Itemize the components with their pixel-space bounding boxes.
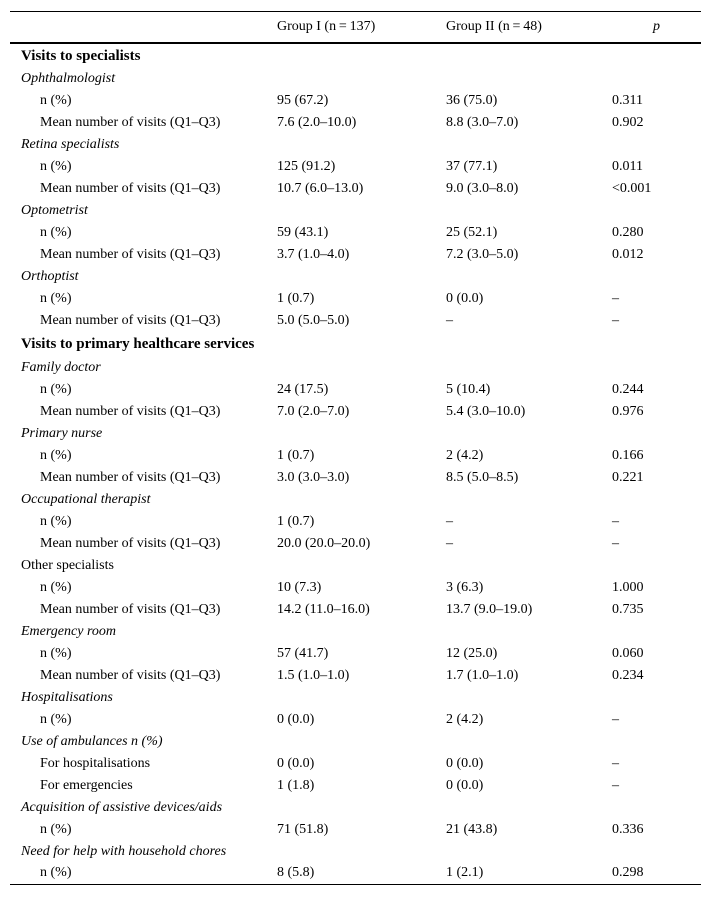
category-label-text: Need for help with household chores <box>21 843 227 859</box>
category-row <box>10 687 701 709</box>
group1-value: 125 (91.2) <box>277 158 336 174</box>
category-label <box>10 797 701 819</box>
p-value: 0.012 <box>612 246 644 262</box>
table-row <box>10 599 701 621</box>
table-row <box>10 753 701 775</box>
p-value: – <box>612 290 619 306</box>
row-label: n (%) <box>40 447 72 463</box>
table-row <box>10 288 701 310</box>
group2-value: 25 (52.1) <box>446 224 498 240</box>
table-row <box>10 775 701 797</box>
header-p: p <box>653 18 660 34</box>
table-row <box>10 222 701 244</box>
category-row <box>10 68 701 90</box>
table-row <box>10 819 701 841</box>
group2-value: 2 (4.2) <box>446 447 484 463</box>
category-label <box>10 731 701 753</box>
row-label: n (%) <box>40 224 72 240</box>
category-row <box>10 841 701 863</box>
row-label: Mean number of visits (Q1–Q3) <box>40 114 221 130</box>
category-label <box>10 266 701 288</box>
group2-value: 0 (0.0) <box>446 755 484 771</box>
table-row <box>10 401 701 423</box>
table-row <box>10 310 701 332</box>
group2-value: 13.7 (9.0–19.0) <box>446 601 533 617</box>
row-label: Mean number of visits (Q1–Q3) <box>40 601 221 617</box>
category-label <box>10 200 701 222</box>
row-label: n (%) <box>40 290 72 306</box>
section-row <box>10 332 701 357</box>
p-value: <0.001 <box>612 180 652 196</box>
group1-value: 3.7 (1.0–4.0) <box>277 246 350 262</box>
row-label: Mean number of visits (Q1–Q3) <box>40 246 221 262</box>
group1-value: 1.5 (1.0–1.0) <box>277 667 350 683</box>
group2-value: 1.7 (1.0–1.0) <box>446 667 519 683</box>
p-value: 0.011 <box>612 158 643 174</box>
group2-value: 5.4 (3.0–10.0) <box>446 403 526 419</box>
p-value: – <box>612 535 619 551</box>
category-row <box>10 797 701 819</box>
group2-value: 0 (0.0) <box>446 290 484 306</box>
category-label-text: Emergency room <box>21 623 116 639</box>
group1-value: 10 (7.3) <box>277 579 322 595</box>
group2-value: – <box>446 312 453 328</box>
group1-value: 1 (0.7) <box>277 513 315 529</box>
table-row <box>10 156 701 178</box>
section-heading: Visits to primary healthcare services <box>21 336 255 352</box>
table-header <box>10 12 701 43</box>
p-value: 0.234 <box>612 667 644 683</box>
category-label <box>10 423 701 445</box>
results-table <box>10 11 701 885</box>
category-label-text: Occupational therapist <box>21 491 151 507</box>
group1-value: 8 (5.8) <box>277 865 315 881</box>
group2-value: 21 (43.8) <box>446 821 498 837</box>
group1-value: 0 (0.0) <box>277 755 315 771</box>
row-label: n (%) <box>40 92 72 108</box>
category-label <box>10 555 701 577</box>
p-value: 0.221 <box>612 469 644 485</box>
row-label: Mean number of visits (Q1–Q3) <box>40 469 221 485</box>
group2-value: 12 (25.0) <box>446 645 498 661</box>
row-label: For hospitalisations <box>40 755 151 771</box>
row-label: n (%) <box>40 579 72 595</box>
p-value: – <box>612 755 619 771</box>
category-label-text: Retina specialists <box>21 136 120 152</box>
table-row <box>10 467 701 489</box>
table-row <box>10 90 701 112</box>
row-label: n (%) <box>40 821 72 837</box>
p-value: – <box>612 777 619 793</box>
group1-value: 57 (41.7) <box>277 645 329 661</box>
row-label: n (%) <box>40 513 72 529</box>
table-row <box>10 709 701 731</box>
category-row <box>10 134 701 156</box>
p-value: – <box>612 312 619 328</box>
group2-value: 36 (75.0) <box>446 92 498 108</box>
category-label-text: Other specialists <box>21 557 114 573</box>
category-label <box>10 841 701 863</box>
results-table-container <box>10 11 701 890</box>
group1-value: 59 (43.1) <box>277 224 329 240</box>
group1-value: 1 (1.8) <box>277 777 315 793</box>
group1-value: 10.7 (6.0–13.0) <box>277 180 364 196</box>
category-label-text: Orthoptist <box>21 268 79 284</box>
group2-value: 3 (6.3) <box>446 579 484 595</box>
table-row <box>10 244 701 266</box>
group2-value: 7.2 (3.0–5.0) <box>446 246 519 262</box>
p-value: – <box>612 513 619 529</box>
category-label-suffix: n (%) <box>127 733 163 749</box>
category-row <box>10 489 701 511</box>
group1-value: 5.0 (5.0–5.0) <box>277 312 350 328</box>
table-row <box>10 577 701 599</box>
group1-value: 95 (67.2) <box>277 92 329 108</box>
row-label: Mean number of visits (Q1–Q3) <box>40 312 221 328</box>
table-row <box>10 665 701 687</box>
table-body <box>10 43 701 885</box>
header-group1: Group I (n = 137) <box>277 18 376 34</box>
table-row <box>10 511 701 533</box>
p-value: 0.735 <box>612 601 644 617</box>
category-row <box>10 266 701 288</box>
group1-value: 7.0 (2.0–7.0) <box>277 403 350 419</box>
group2-value: 2 (4.2) <box>446 711 484 727</box>
p-value: 1.000 <box>612 579 644 595</box>
group1-value: 1 (0.7) <box>277 447 315 463</box>
group2-value: 5 (10.4) <box>446 381 491 397</box>
category-row <box>10 555 701 577</box>
group2-value: 8.8 (3.0–7.0) <box>446 114 519 130</box>
table-row <box>10 379 701 401</box>
category-label-text: Optometrist <box>21 202 88 218</box>
row-label: n (%) <box>40 645 72 661</box>
table-row <box>10 533 701 555</box>
p-value: 0.298 <box>612 865 644 881</box>
p-value: 0.244 <box>612 381 644 397</box>
category-row <box>10 621 701 643</box>
category-label-text: Hospitalisations <box>21 689 113 705</box>
group2-value: 0 (0.0) <box>446 777 484 793</box>
group2-value: – <box>446 513 453 529</box>
category-label-text: Acquisition of assistive devices/aids <box>21 799 223 815</box>
row-label: Mean number of visits (Q1–Q3) <box>40 535 221 551</box>
category-label <box>10 687 701 709</box>
group1-value: 24 (17.5) <box>277 381 329 397</box>
category-label <box>10 489 701 511</box>
row-label: n (%) <box>40 381 72 397</box>
category-label-text: Ophthalmologist <box>21 70 116 86</box>
p-value: – <box>612 711 619 727</box>
group1-value: 71 (51.8) <box>277 821 329 837</box>
p-value: 0.976 <box>612 403 644 419</box>
category-row <box>10 731 701 753</box>
p-value: 0.060 <box>612 645 644 661</box>
table-row <box>10 863 701 885</box>
row-label: Mean number of visits (Q1–Q3) <box>40 180 221 196</box>
header-group2: Group II (n = 48) <box>446 18 542 34</box>
header-blank <box>10 12 277 43</box>
p-value: 0.311 <box>612 92 643 108</box>
row-label: For emergencies <box>40 777 133 793</box>
category-label-text: Primary nurse <box>21 425 103 441</box>
category-row <box>10 357 701 379</box>
group2-value: 1 (2.1) <box>446 865 484 881</box>
section-row <box>10 43 701 68</box>
table-row <box>10 178 701 200</box>
row-label: Mean number of visits (Q1–Q3) <box>40 667 221 683</box>
group1-value: 20.0 (20.0–20.0) <box>277 535 371 551</box>
row-label: Mean number of visits (Q1–Q3) <box>40 403 221 419</box>
table-row <box>10 112 701 134</box>
group1-value: 14.2 (11.0–16.0) <box>277 601 370 617</box>
row-label: n (%) <box>40 158 72 174</box>
row-label: n (%) <box>40 865 72 881</box>
category-row <box>10 200 701 222</box>
group2-value: – <box>446 535 453 551</box>
group1-value: 1 (0.7) <box>277 290 315 306</box>
p-value: 0.902 <box>612 114 644 130</box>
p-value: 0.166 <box>612 447 644 463</box>
group2-value: 8.5 (5.0–8.5) <box>446 469 519 485</box>
group2-value: 37 (77.1) <box>446 158 498 174</box>
group1-value: 0 (0.0) <box>277 711 315 727</box>
category-row <box>10 423 701 445</box>
category-label <box>10 134 701 156</box>
p-value: 0.336 <box>612 821 644 837</box>
p-value: 0.280 <box>612 224 644 240</box>
category-label-text: Use of ambulances <box>21 733 128 749</box>
group2-value: 9.0 (3.0–8.0) <box>446 180 519 196</box>
group1-value: 3.0 (3.0–3.0) <box>277 469 350 485</box>
category-label <box>10 357 701 379</box>
category-label <box>10 621 701 643</box>
section-heading: Visits to specialists <box>21 47 141 64</box>
category-label-text: Family doctor <box>21 359 101 375</box>
group1-value: 7.6 (2.0–10.0) <box>277 114 357 130</box>
table-row <box>10 445 701 467</box>
row-label: n (%) <box>40 711 72 727</box>
table-row <box>10 643 701 665</box>
category-label <box>10 68 701 90</box>
